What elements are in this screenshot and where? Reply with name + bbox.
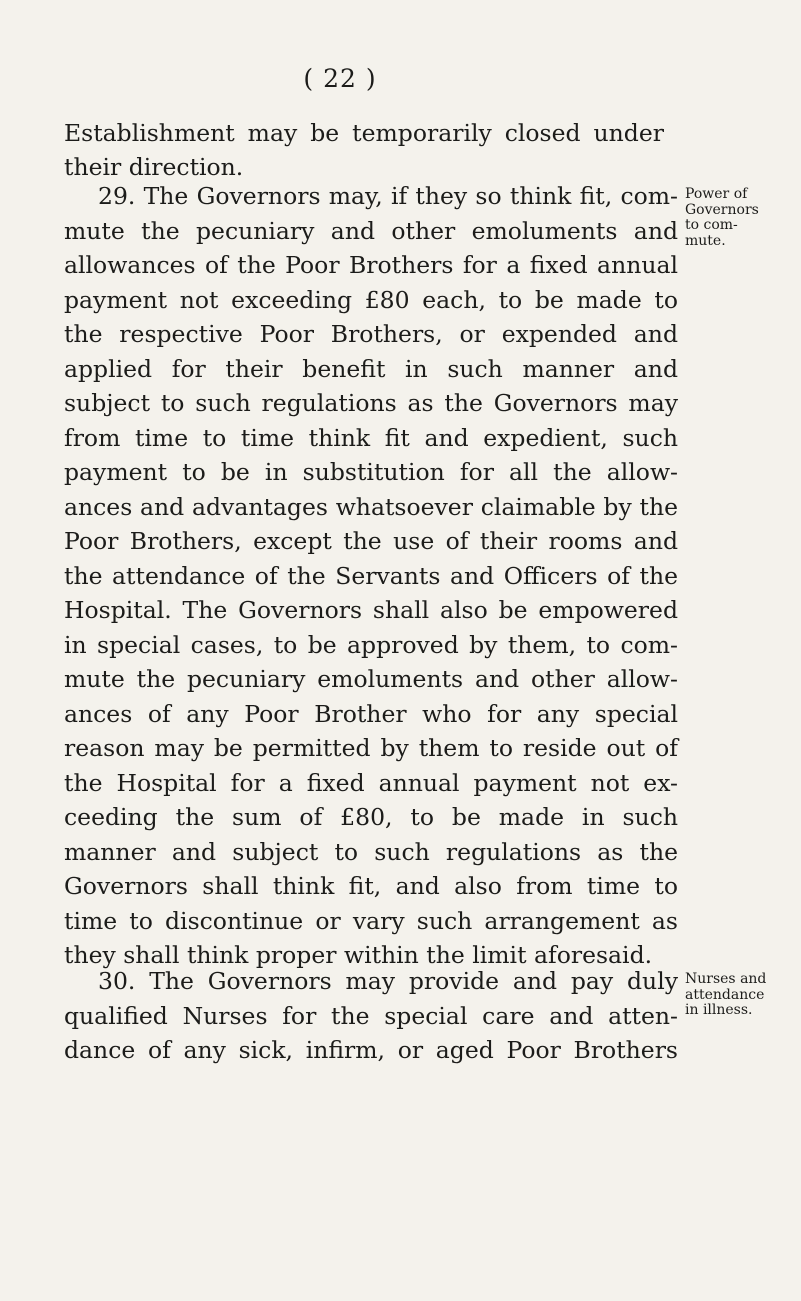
section-29: [64, 179, 678, 973]
text-line: payment not exceeding £80 each, to be made to: [64, 285, 678, 314]
text-line: applied for their benefit in such manner and: [64, 354, 678, 383]
text-line: mute the pecuniary emoluments and other allow-: [64, 665, 678, 693]
margin-note-power-of-governors: [685, 187, 797, 249]
margin-note-line: in illness.: [685, 1002, 753, 1018]
margin-note-line: attendance: [685, 986, 765, 1003]
text-line: from time to time think fit and expedient, such: [64, 423, 678, 452]
text-line: dance of any sick, infirm, or aged Poor Brothers: [64, 1036, 678, 1064]
text-line: Establishment may be temporarily closed under: [64, 119, 664, 147]
text-line: qualified Nurses for the special care and atten-: [64, 1001, 678, 1030]
text-line: 30. The Governors may provide and pay duly: [98, 967, 678, 995]
text-line: allowances of the Poor Brothers for a fixed annual: [64, 251, 678, 279]
margin-note-line: to com-: [685, 217, 738, 233]
section-30: [64, 964, 678, 1068]
text-line: 29. The Governors may, if they so think fit, com-: [98, 182, 678, 210]
text-line: they shall think proper within the limit aforesaid.: [64, 941, 653, 969]
text-line: reason may be permitted by them to reside out of: [64, 734, 678, 762]
text-line: ceeding the sum of £80, to be made in such: [64, 803, 678, 831]
text-line: mute the pecuniary and other emoluments and: [64, 216, 678, 245]
text-line: in special cases, to be approved by them, to com-: [64, 630, 678, 659]
text-line: subject to such regulations as the Governors may: [64, 389, 678, 417]
text-line: the respective Poor Brothers, or expended and: [64, 320, 678, 348]
margin-note-line: mute.: [685, 232, 726, 249]
text-line: their direction.: [64, 153, 244, 181]
margin-note-line: Nurses and: [685, 971, 767, 987]
text-line: Hospital. The Governors shall also be empowered: [64, 596, 678, 624]
margin-note-line: Power of: [685, 186, 748, 202]
text-line: the attendance of the Servants and Officers of the: [64, 561, 678, 590]
margin-note-nurses: [685, 972, 797, 1019]
text-line: ances and advantages whatsoever claimable by the: [64, 492, 678, 521]
page-number: ( 22 ): [303, 64, 377, 93]
text-line: Poor Brothers, except the use of their rooms and: [64, 527, 678, 555]
text-line: time to discontinue or vary such arrangement as: [64, 906, 678, 935]
margin-note-line: Governors: [685, 201, 759, 218]
text-line: ances of any Poor Brother who for any special: [64, 699, 678, 728]
intro-paragraph: [64, 116, 664, 184]
text-line: payment to be in substitution for all the allow-: [64, 458, 678, 486]
text-line: manner and subject to such regulations as the: [64, 837, 678, 866]
text-line: Governors shall think fit, and also from time to: [64, 872, 678, 900]
text-line: the Hospital for a fixed annual payment not ex-: [64, 768, 678, 797]
